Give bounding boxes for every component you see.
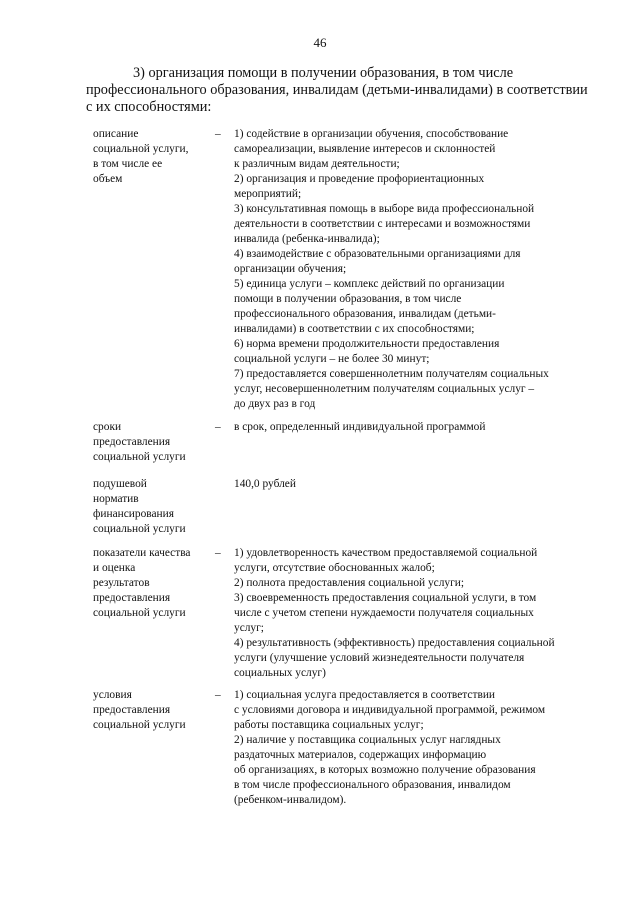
intro-line: профессионального образования, инвалидам (детьми-инвалидами) в соответствии [86, 82, 588, 98]
row-content-line: 4) взаимодействие с образовательными организациями для [234, 248, 521, 260]
row-content-line: мероприятий; [234, 188, 302, 200]
row-content-line: услуги (улучшение условий жизнедеятельности получателя [234, 652, 525, 664]
row-dash: – [215, 421, 221, 433]
row-content-line: 1) социальная услуга предоставляется в соответствии [234, 689, 496, 701]
page-number: 46 [313, 35, 327, 50]
row-content-line: самореализации, выявление интересов и склонностей [234, 143, 496, 155]
row-label-line: подушевой [93, 478, 147, 490]
row-label-line: социальной услуги [93, 719, 186, 731]
row-label-line: сроки [93, 421, 122, 433]
row-content [234, 546, 604, 681]
row-label [93, 420, 213, 465]
row-content-line: инвалида (ребенка-инвалида); [234, 233, 380, 245]
row-content-line: к различным видам деятельности; [234, 158, 400, 170]
row-content-line: в том числе профессионального образования, инвалидом [234, 779, 511, 791]
row-content-line: помощи в получении образования, в том числе [234, 293, 462, 305]
row-content-line: числе с учетом степени нуждаемости получателя социальных [234, 607, 534, 619]
row-content-line: инвалидами) в соответствии с их способностями; [234, 323, 475, 335]
row-content-line: 1) содействие в организации обучения, способствование [234, 128, 509, 140]
row-label-line: социальной услуги [93, 607, 186, 619]
row-label [93, 477, 213, 537]
row-content-line: 2) полнота предоставления социальной услуги; [234, 577, 465, 589]
row-content-line: 140,0 рублей [234, 478, 296, 490]
row-content-line: (ребенком-инвалидом). [234, 794, 347, 806]
row-label-line: условия [93, 689, 132, 701]
row-dash: – [215, 547, 221, 559]
row-content-line: деятельности в соответствии с интересами и возможностями [234, 218, 531, 230]
row-dash: – [215, 689, 221, 701]
row-content-line: 7) предоставляется совершеннолетним получателям социальных [234, 368, 549, 380]
row-content-line: 2) наличие у поставщика социальных услуг наглядных [234, 734, 501, 746]
row-content-line: работы поставщика социальных услуг; [234, 719, 424, 731]
row-label [93, 546, 213, 621]
row-label-line: предоставления [93, 704, 171, 716]
row-content [234, 477, 604, 492]
intro-line: 3) организация помощи в получении образования, в том числе [133, 65, 514, 81]
row-content-line: социальных услуг) [234, 667, 326, 679]
row-content-line: 3) консультативная помощь в выборе вида профессиональной [234, 203, 535, 215]
row-content-line: 5) единица услуги – комплекс действий по организации [234, 278, 505, 290]
intro-paragraph [86, 65, 596, 116]
row-label-line: социальной услуги [93, 451, 186, 463]
row-label [93, 688, 213, 733]
row-label-line: описание [93, 128, 139, 140]
row-label-line: показатели качества [93, 547, 191, 559]
row-content-line: в срок, определенный индивидуальной программой [234, 421, 486, 433]
row-content-line: 3) своевременность предоставления социальной услуги, в том [234, 592, 537, 604]
row-content-line: организации обучения; [234, 263, 347, 275]
row-dash: – [215, 128, 221, 140]
row-content-line: 2) организация и проведение профориентационных [234, 173, 485, 185]
row-content-line: 6) норма времени продолжительности предоставления [234, 338, 500, 350]
row-content-line: социальной услуги – не более 30 минут; [234, 353, 430, 365]
row-content-line: профессионального образования, инвалидам (детьми- [234, 308, 496, 320]
row-content-line: до двух раз в год [234, 398, 316, 410]
row-label-line: социальной услуги [93, 523, 186, 535]
row-label [93, 127, 213, 187]
row-content [234, 127, 604, 412]
row-label-line: результатов [93, 577, 150, 589]
row-content-line: 1) удовлетворенность качеством предоставляемой социальной [234, 547, 538, 559]
row-label-line: объем [93, 173, 123, 185]
row-content-line: 4) результативность (эффективность) предоставления социальной [234, 637, 555, 649]
row-label-line: норматив [93, 493, 139, 505]
row-label-line: социальной услуги, [93, 143, 189, 155]
row-content-line: услуг, несовершеннолетним получателям социальных услуг – [234, 383, 535, 395]
row-label-line: предоставления [93, 592, 171, 604]
row-label-line: в том числе ее [93, 158, 163, 170]
row-label-line: и оценка [93, 562, 136, 574]
row-content-line: услуги, отсутствие обоснованных жалоб; [234, 562, 435, 574]
row-content-line: об организациях, в которых возможно получение образования [234, 764, 536, 776]
row-content [234, 420, 604, 435]
row-content-line: услуг; [234, 622, 264, 634]
intro-line: с их способностями: [86, 99, 212, 115]
row-label-line: финансирования [93, 508, 174, 520]
row-content-line: с условиями договора и индивидуальной программой, режимом [234, 704, 546, 716]
row-label-line: предоставления [93, 436, 171, 448]
row-content-line: раздаточных материалов, содержащих информацию [234, 749, 487, 761]
row-content [234, 688, 604, 808]
